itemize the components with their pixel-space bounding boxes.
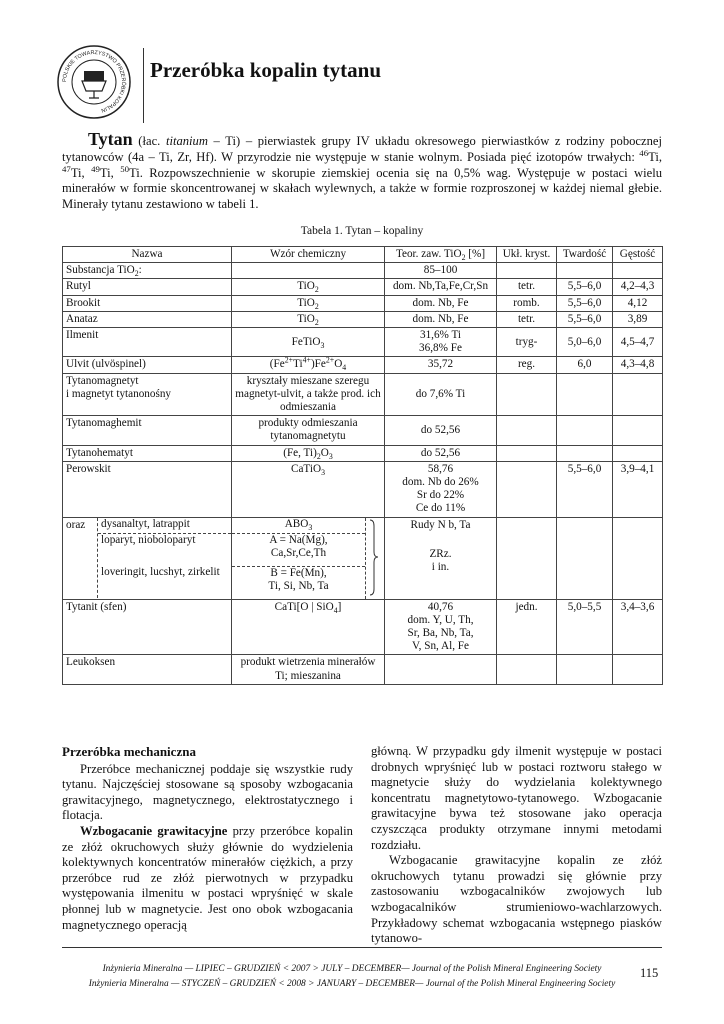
footer bbox=[62, 962, 642, 992]
table-row: Ulvit (ulvöspinel) $(Fe^{2+}Ti^{4+})Fe^{2+}O_4$ 35,72 reg. 6,0 4,3–4,8 bbox=[63, 357, 663, 373]
header-formula: Wzór chemiczny bbox=[232, 247, 385, 263]
table-row: Tytanohematyt (Fe, $Ti)_2O_3$ do 52,56 bbox=[63, 445, 663, 461]
footer-line: Inżynieria Mineralna — STYCZEŃ – GRUDZIEŃ < 2008 > JANUARY – DECEMBER— Journal of the Polish Mineral Engineering Society bbox=[88, 979, 616, 989]
table-row: Leukoksen produkt wietrzenia minerałów Ti; mieszanina bbox=[63, 655, 663, 684]
table-caption: Tabela 1. Tytan – kopaliny bbox=[300, 225, 424, 237]
paragraph: Wzbogacanie grawitacyjne przy przeróbce kopalin ze złóż okruchowych służy głównie do wydzielenia kolektywnych koncentratów minerałów ciężkich, a przy przeróbce rud ze złóż pierwotnych w przypadku występowania ilmenitu w postaci wpryśnięć w skale płonnej lub w magnetycie. Jest ono obok wzbogacania magnetycznego operacją bbox=[62, 823, 353, 932]
page-title: Przeróbka kopalin tytanu bbox=[150, 58, 382, 82]
page-number: 115 bbox=[640, 966, 659, 980]
header-crystal: Ukł. kryst. bbox=[497, 247, 557, 263]
table-row: Brookit TiO$_2$ dom. Nb, Fe romb. 5,5–6,0 4,12 bbox=[63, 295, 663, 311]
intro-paragraph: Tytan (łac. titanium – Ti) – pierwiastek grupy IV układu okresowego pierwiastków z rodziny pobocznej tytanowców (4a – Ti, Zr, Hf). W przyrodzie nie występuje w stanie wolnym. Posiada pięć izotopów trwałych: $^{46}$Ti, $^{47}$Ti, $^{49}$Ti, $^{50}$Ti. Rozpowszechnienie w skorupie ziemskiej ocenia się na 0,5% wag. Występuje w postaci wielu minerałów w formie skoncentrowanej w skałach wylewnych, a także w formie rozproszonej w każdej niemal głebie. Minerały tytanu zestawiono w tabeli 1. bbox=[62, 129, 662, 212]
paragraph: Wzbogacanie grawitacyjne kopalin ze złóż okruchowych tytanu prowadzi się głównie przy zastosowaniu wzbogacalników zwojowych lub wzbogacalników strumieniowo-wachlarzowych. Przykładowy schemat wzbogacania wstępnego piasków tytanowo- bbox=[371, 853, 662, 946]
table-row: Tytanomagnetyt i magnetyt tytanonośny kryształy mieszane szeregu magnetyt-ulvit, a także prod. ich odmieszania do 7,6% Ti bbox=[63, 373, 663, 416]
paragraph: Przeróbce mechanicznej poddaje się wszystkie rudy tytanu. Najczęściej stosowane są sposoby wzbogacania grawitacyjnego, magnetycznego, elektrostatycznego i flotacja. bbox=[62, 761, 353, 823]
minerals-table bbox=[62, 246, 663, 685]
table-row: Tytanomaghemit produkty odmieszania tytanomagnetytu do 52,56 bbox=[63, 416, 663, 445]
header-hardness: Twardość bbox=[557, 247, 613, 263]
header-divider bbox=[143, 48, 144, 123]
society-logo bbox=[56, 44, 132, 120]
table-row: Anataz TiO$_2$ dom. Nb, Fe tetr. 5,5–6,0 3,89 bbox=[63, 311, 663, 327]
brace-icon bbox=[366, 518, 384, 599]
table-row: Substancja TiO$_2$: 85–100 bbox=[63, 263, 663, 279]
paragraph: główną. W przypadku gdy ilmenit występuje w postaci drobnych wpryśnięć lub w postaci roztworu stałego w magnetycie służy do wydzielania kolektywnego koncentratu magnetytowo-tytanowego. Wzbogacanie grawitacyjne bywa też stosowane jako operacja czyszcząca produkty otrzymane innymi metodami rozdziału. bbox=[371, 744, 662, 852]
header-tio2: Teor. zaw. TiO$_2$ [%] bbox=[385, 247, 497, 263]
table-row: Tytanit (sfen) CaTi[O | SiO$_4$] 40,76 dom. Y, U, Th, Sr, Ba, Nb, Ta, V, Sn, Al, Fe jedn. 5,0–5,5 3,4–3,6 bbox=[63, 599, 663, 655]
header-density: Gęstość bbox=[613, 247, 663, 263]
table-row: Perowskit CaTiO$_3$ 58,76 dom. Nb do 26% Sr do 22% Ce do 11% 5,5–6,0 3,9–4,1 bbox=[63, 461, 663, 517]
section-heading: Przeróbka mechaniczna bbox=[62, 744, 196, 759]
table-row: oraz dysanaltyt, latrappit loparyt, nioboloparyt loveringit, lucshyt, zirkelit $ABO_3$ A = Na(Mg), Ca,Sr,Ce,Th B = Fe(Mn), Ti, Si, Nb, Ta Rudy N b, Ta ZRz. i in. bbox=[63, 517, 663, 599]
footer-divider bbox=[62, 947, 662, 948]
footer-line: Inżynieria Mineralna — LIPIEC – GRUDZIEŃ < 2007 > JULY – DECEMBER— Journal of the Polish Mineral Engineering Society bbox=[102, 964, 602, 974]
logo-ring-text: POLSKIE TOWARZYSTWO PRZERÓBKI KOPALIN bbox=[61, 49, 127, 114]
table-row: Rutyl TiO$_2$ dom. Nb,Ta,Fe,Cr,Sn tetr. 5,5–6,0 4,2–4,3 bbox=[63, 279, 663, 295]
body-column-right bbox=[371, 744, 662, 947]
lead-word: Tytan bbox=[88, 129, 133, 149]
body-column-left bbox=[62, 744, 353, 933]
table-header-row bbox=[63, 247, 663, 263]
header-name: Nazwa bbox=[63, 247, 232, 263]
table-row: Ilmenit FeTiO$_3$ 31,6% Ti 36,8% Fe tryg- 5,0–6,0 4,5–4,7 bbox=[63, 328, 663, 357]
